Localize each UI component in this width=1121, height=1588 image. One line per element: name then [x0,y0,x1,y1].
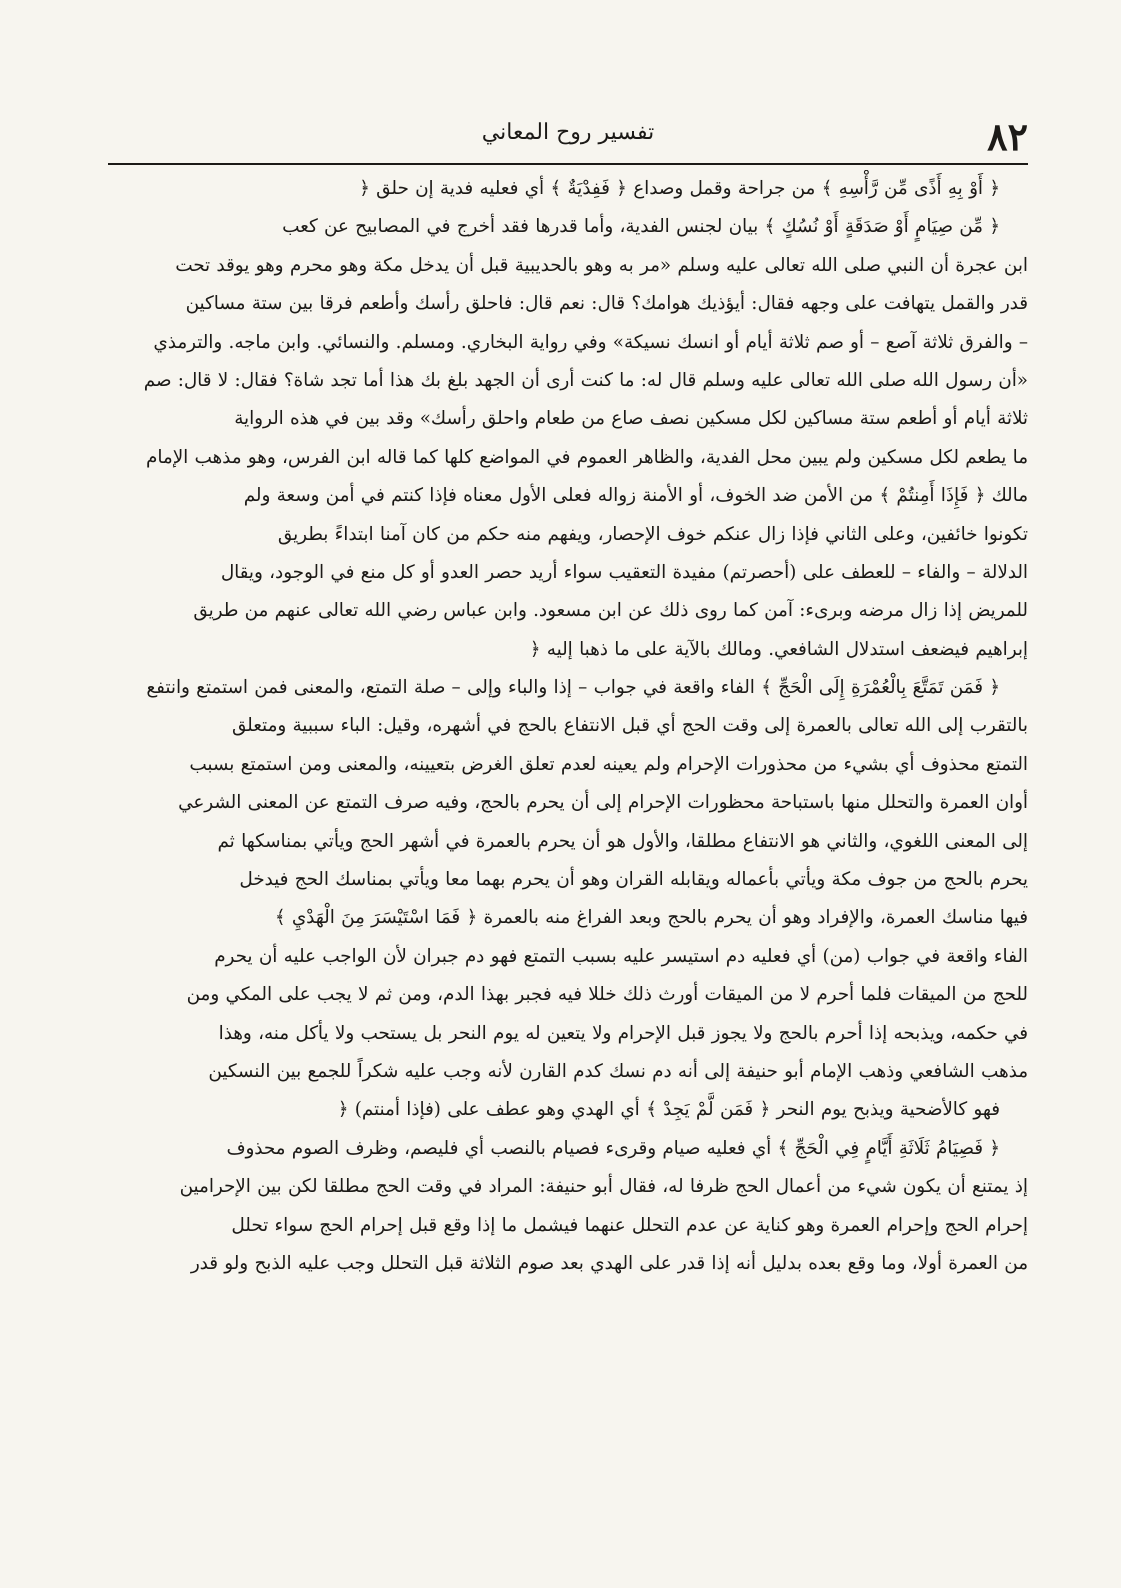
page-header [108,112,1028,160]
text-line: إذ يمتنع أن يكون شيء من أعمال الحج ظرفا له، فقال أبو حنيفة: المراد في وقت الحج مطلقا لكن بين الإحرامين [179,1176,1028,1198]
text-line: ثلاثة أيام أو أطعم ستة مساكين لكل مسكين نصف صاع من طعام واحلق رأسك» وقد بين في هذه الرواية [234,408,1028,430]
running-title: تفسير روح المعاني [481,120,655,145]
text-line: مذهب الشافعي وذهب الإمام أبو حنيفة إلى أنه دم نسك كدم القارن لأنه وجب عليه شكراً للجمع بين النسكين [208,1060,1028,1082]
text-line: تكونوا خائفين، وعلى الثاني فإذا زال عنكم خوف الإحصار، ويفهم منه حكم من كان آمنا ابتداءً بطريق [277,523,1028,545]
text-line: ابن عجرة أن النبي صلى الله تعالى عليه وسلم «مر به وهو بالحديبية قبل أن يدخل مكة وهو محرم وهو يوقد تحت [175,254,1028,276]
text-line: ﴿ فَمَن تَمَتَّعَ بِالْعُمْرَةِ إِلَى الْحَجِّ ﴾ الفاء واقعة في جواب – إذا والباء وإلى – صلة التمتع، والمعنى فمن استمتع وانتفع [146,677,1000,699]
text-line: إبراهيم فيضعف استدلال الشافعي. ومالك بالآية على ما ذهبا إليه ﴿ [529,638,1028,660]
text-line: فيها مناسك العمرة، والإفراد وهو أن يحرم بالحج وبعد الفراغ منه بالعمرة ﴿ فَمَا اسْتَيْسَرَ مِنَ الْهَدْيِ ﴾ [274,907,1028,929]
text-line: أوان العمرة والتحلل منها باستباحة محظورات الإحرام إلى أن يحرم بالحج، وفيه صرف التمتع عن المعنى الشرعي [178,792,1028,814]
text-line: الفاء واقعة في جواب (من) أي فعليه دم استيسر عليه بسبب التمتع فهو دم جبران لأن الواجب عليه أن يحرم [214,945,1028,967]
text-line: إلى المعنى اللغوي، والثاني هو الانتفاع مطلقا، والأول هو أن يحرم بالعمرة في أشهر الحج ويأتي بمناسكها ثم [217,830,1028,852]
text-line: في حكمه، ويذبحه إذا أحرم بالحج ولا يجوز قبل الإحرام ولا يتعين له يوم النحر بل يستحب ولا يأكل منه، وهذا [218,1022,1028,1044]
text-line: مالك ﴿ فَإِذَا أَمِنتُمْ ﴾ من الأمن ضد الخوف، أو الأمنة زواله فعلى الأول معناه فإذا كنتم في أمن وسعة ولم [243,485,1028,507]
text-line: ﴿ فَصِيَامُ ثَلَاثَةِ أَيَّامٍ فِي الْحَجِّ ﴾ أي فعليه صيام وقرىء فصيام بالنصب أي فليصم، وظرف الصوم محذوف [226,1137,1000,1159]
text-line: من العمرة أولا، وما وقع بعده بدليل أنه إذا قدر على الهدي بعد صوم الثلاثة قبل التحلل وجب عليه الذبح ولو قدر [190,1252,1028,1274]
text-line: للمريض إذا زال مرضه وبرىء: آمن كما روى ذلك عن ابن مسعود. وابن عباس رضي الله تعالى عنهم من طريق [193,600,1028,622]
text-line: – والفرق ثلاثة آصع – أو صم ثلاثة أيام أو انسك نسيكة» وفي رواية البخاري. ومسلم. والنسائي. وابن ماجه. والترمذي [153,331,1028,353]
text-line: ما يطعم لكل مسكين ولم يبين محل الفدية، والظاهر العموم في المواضع كلها كما قاله ابن الفرس، وهو مذهب الإمام [146,446,1028,468]
text-line: ﴿ مِّن صِيَامٍ أَوْ صَدَقَةٍ أَوْ نُسُكٍ ﴾ بيان لجنس الفدية، وأما قدرها فقد أخرج في المصابيح عن كعب [282,216,1000,238]
text-line: إحرام الحج وإحرام العمرة وهو كناية عن عدم التحلل عنهما فيشمل ما إذا وقع قبل إحرام الحج سواء تحلل [231,1214,1028,1236]
text-line: الدلالة – والفاء – للعطف على (أحصرتم) مفيدة التعقيب سواء أريد حصر العدو أو كل منع في الوجود، ويقال [220,561,1028,583]
text-line: التمتع محذوف أي بشيء من محذورات الإحرام ولم يعينه لعدم تعلق الغرض بتعيينه، والمعنى ومن استمتع بسبب [189,753,1028,775]
text-line: «أن رسول الله صلى الله تعالى عليه وسلم قال له: ما كنت أرى أن الجهد بلغ بك هذا أما تجد شاة؟ فقال: لا قال: صم [143,369,1028,391]
page-number: ٨٢ [987,114,1028,159]
text-line: للحج من الميقات فلما أحرم لا من الميقات أورث ذلك خللا فيه فجبر بهذا الدم، ومن ثم لا يجب على المكي ومن [186,984,1028,1006]
header-rule [108,163,1028,165]
text-body [110,170,1028,1283]
text-line: ﴿ أَوْ بِهِ أَذًى مِّن رَّأْسِهِ ﴾ من جراحة وقمل وصداع ﴿ فَفِدْيَةٌ ﴾ أي فعليه فدية إن حلق ﴿ [359,178,1000,199]
text-line: قدر والقمل يتهافت على وجهه فقال: أيؤذيك هوامك؟ قال: نعم قال: فاحلق رأسك وأطعم فرقا بين ستة مساكين [185,293,1028,315]
text-line: يحرم بالحج من جوف مكة ويأتي بأعماله ويقابله القران وهو أن يحرم بهما معا ويأتي بمناسك الحج فيدخل [239,869,1028,891]
text-line: فهو كالأضحية ويذبح يوم النحر ﴿ فَمَن لَّمْ يَجِدْ ﴾ أي الهدي وهو عطف على (فإذا أمنتم) ﴿ [337,1099,1000,1121]
text-line: بالتقرب إلى الله تعالى بالعمرة إلى وقت الحج أي قبل الانتفاع بالحج في أشهره، وقيل: الباء سببية ومتعلق [231,715,1028,737]
